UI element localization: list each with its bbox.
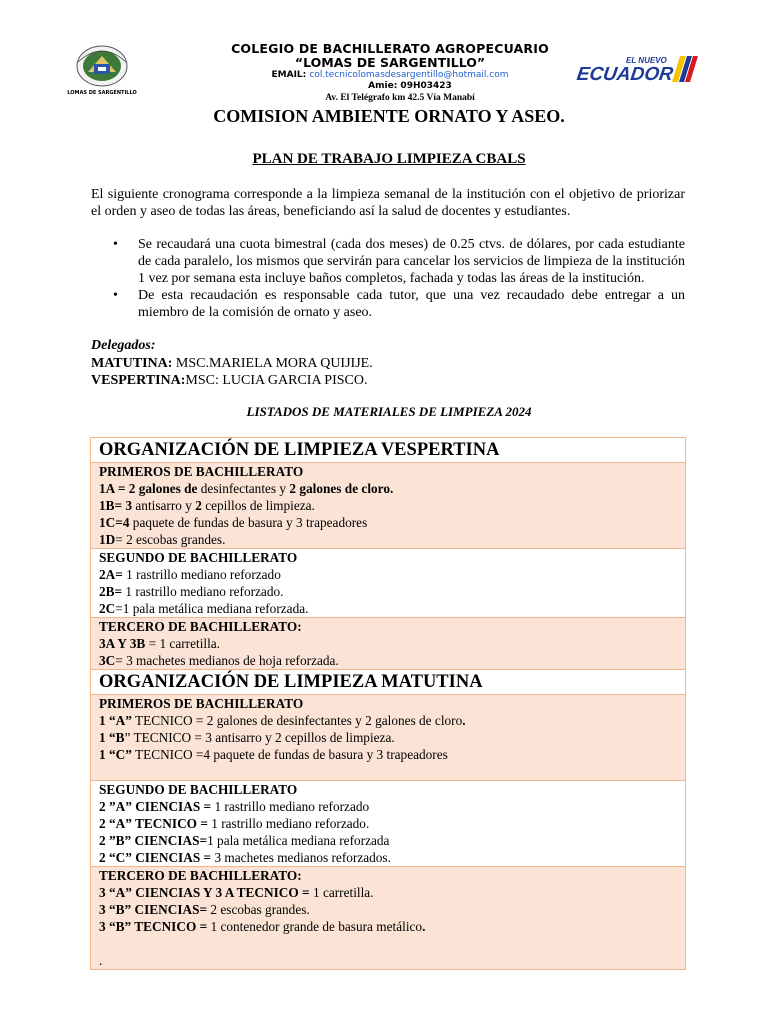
el-nuevo-ecuador-logo: [576, 52, 700, 88]
item-line: 2 ”B” CIENCIAS=1 pala metálica mediana reforzada: [99, 833, 390, 848]
item-line: 2B= 1 rastrillo mediano reforzado.: [99, 584, 284, 599]
vespertina-primeros-cell: [91, 463, 686, 549]
school-seal-logo: [67, 42, 137, 96]
trailing-mark: .: [99, 953, 103, 968]
school-address: Av. El Telégrafo km 42.5 Vía Manabí: [325, 93, 475, 103]
item-line: 2C=1 pala metálica mediana reforzada.: [99, 601, 309, 616]
logo-main-text: ECUADOR: [575, 64, 675, 85]
section-header: PRIMEROS DE BACHILLERATO: [99, 696, 304, 711]
plan-title: PLAN DE TRABAJO LIMPIEZA CBALS: [252, 151, 526, 167]
delegates-label: Delegados:: [91, 338, 156, 353]
item-line: 2 “C” CIENCIAS = 3 machetes medianos reforzados.: [99, 850, 391, 865]
materials-list-title: LISTADOS DE MATERIALES DE LIMPIEZA 2024: [246, 404, 532, 419]
item-line: 1B= 3 antisarro y 2 cepillos de limpieza.: [99, 498, 315, 513]
section-header: SEGUNDO DE BACHILLERATO: [99, 550, 298, 565]
logo-top-text: EL NUEVO: [626, 56, 667, 65]
vespertina-name: MSC: LUCIA GARCIA PISCO.: [185, 373, 368, 388]
item-line: 3A Y 3B = 1 carretilla.: [99, 636, 220, 651]
seal-bottom-text: LOMAS DE SARGENTILLO: [67, 90, 137, 96]
intro-paragraph: El siguiente cronograma corresponde a la limpieza semanal de la institución con el objetivo de priorizar el orden y aseo de todas las áreas, beneficiando así la salud de docentes y estudiantes.: [91, 187, 685, 219]
item-line: 1A = 2 galones de desinfectantes y 2 galones de cloro.: [99, 481, 394, 496]
item-line: 1 “A” TECNICO = 2 galones de desinfectantes y 2 galones de cloro.: [99, 713, 466, 728]
vespertina-heading: ORGANIZACIÓN DE LIMPIEZA VESPERTINA: [91, 438, 686, 463]
matutina-tercero-cell: [91, 867, 686, 970]
item-line: 1 “C” TECNICO =4 paquete de fundas de basura y 3 trapeadores: [99, 747, 448, 762]
materials-table: [90, 437, 686, 970]
bullet-item: [91, 236, 685, 287]
email-label: EMAIL:: [271, 70, 307, 80]
vespertina-segundo-cell: [91, 549, 686, 618]
vespertina-label: VESPERTINA:: [91, 373, 186, 388]
matutina-heading: ORGANIZACIÓN DE LIMPIEZA MATUTINA: [91, 670, 686, 695]
bullet-text: De esta recaudación es responsable cada tutor, que una vez recaudado debe entregar a un miembro de la comisión de ornato y aseo.: [138, 288, 685, 320]
bullet-dot-icon: •: [113, 237, 118, 252]
bullet-list: [91, 236, 685, 321]
item-line: 2 “A” TECNICO = 1 rastrillo mediano reforzado.: [99, 816, 370, 831]
letterhead: [0, 38, 768, 108]
vespertina-tercero-cell: [91, 618, 686, 670]
delegates-block: [91, 337, 685, 390]
item-line: 1 “B” TECNICO = 3 antisarro y 2 cepillos de limpieza.: [99, 730, 395, 745]
delegate-vespertina: [91, 372, 685, 390]
delegate-matutina: [91, 355, 685, 373]
bullet-item: [91, 287, 685, 321]
item-line: 3 “B” TECNICO = 1 contenedor grande de basura metálico.: [99, 919, 426, 934]
item-line: 2A= 1 rastrillo mediano reforzado: [99, 567, 281, 582]
section-header: PRIMEROS DE BACHILLERATO: [99, 464, 304, 479]
item-line: 2 ”A” CIENCIAS = 1 rastrillo mediano reforzado: [99, 799, 370, 814]
school-name-line1: COLEGIO DE BACHILLERATO AGROPECUARIO: [231, 41, 549, 56]
matutina-primeros-cell: [91, 695, 686, 781]
school-name-line2: “LOMAS DE SARGENTILLO”: [294, 55, 486, 70]
amie-code: Amie: 09H03423: [368, 81, 452, 91]
item-line: 1C=4 paquete de fundas de basura y 3 trapeadores: [99, 515, 368, 530]
matutina-segundo-cell: [91, 781, 686, 867]
item-line: 3C= 3 machetes medianos de hoja reforzada.: [99, 653, 339, 668]
section-header: TERCERO DE BACHILLERATO:: [99, 868, 302, 883]
section-header: TERCERO DE BACHILLERATO:: [99, 619, 302, 634]
bullet-text: Se recaudará una cuota bimestral (cada dos meses) de 0.25 ctvs. de dólares, por cada estudiante de cada paralelo, los mismos que servirán para cancelar los servicios de limpieza de la institución 1 vez por semana esta incluye baños completos, fachada y todas las áreas de la institución.: [138, 237, 685, 286]
matutina-name: MSC.MARIELA MORA QUIJIJE.: [172, 355, 373, 371]
section-header: SEGUNDO DE BACHILLERATO: [99, 782, 298, 797]
school-info: [180, 42, 600, 104]
commission-title: COMISION AMBIENTE ORNATO Y ASEO.: [213, 106, 565, 126]
bullet-dot-icon: •: [113, 288, 118, 303]
item-line: 3 “B” CIENCIAS= 2 escobas grandes.: [99, 902, 310, 917]
matutina-label: MATUTINA:: [91, 355, 173, 371]
school-email: [180, 70, 600, 81]
item-line: 1D= 2 escobas grandes.: [99, 532, 226, 547]
item-line: 3 “A” CIENCIAS Y 3 A TECNICO = 1 carretilla.: [99, 885, 374, 900]
email-link[interactable]: col.tecnicolomasdesargentillo@hotmail.com: [309, 70, 509, 80]
